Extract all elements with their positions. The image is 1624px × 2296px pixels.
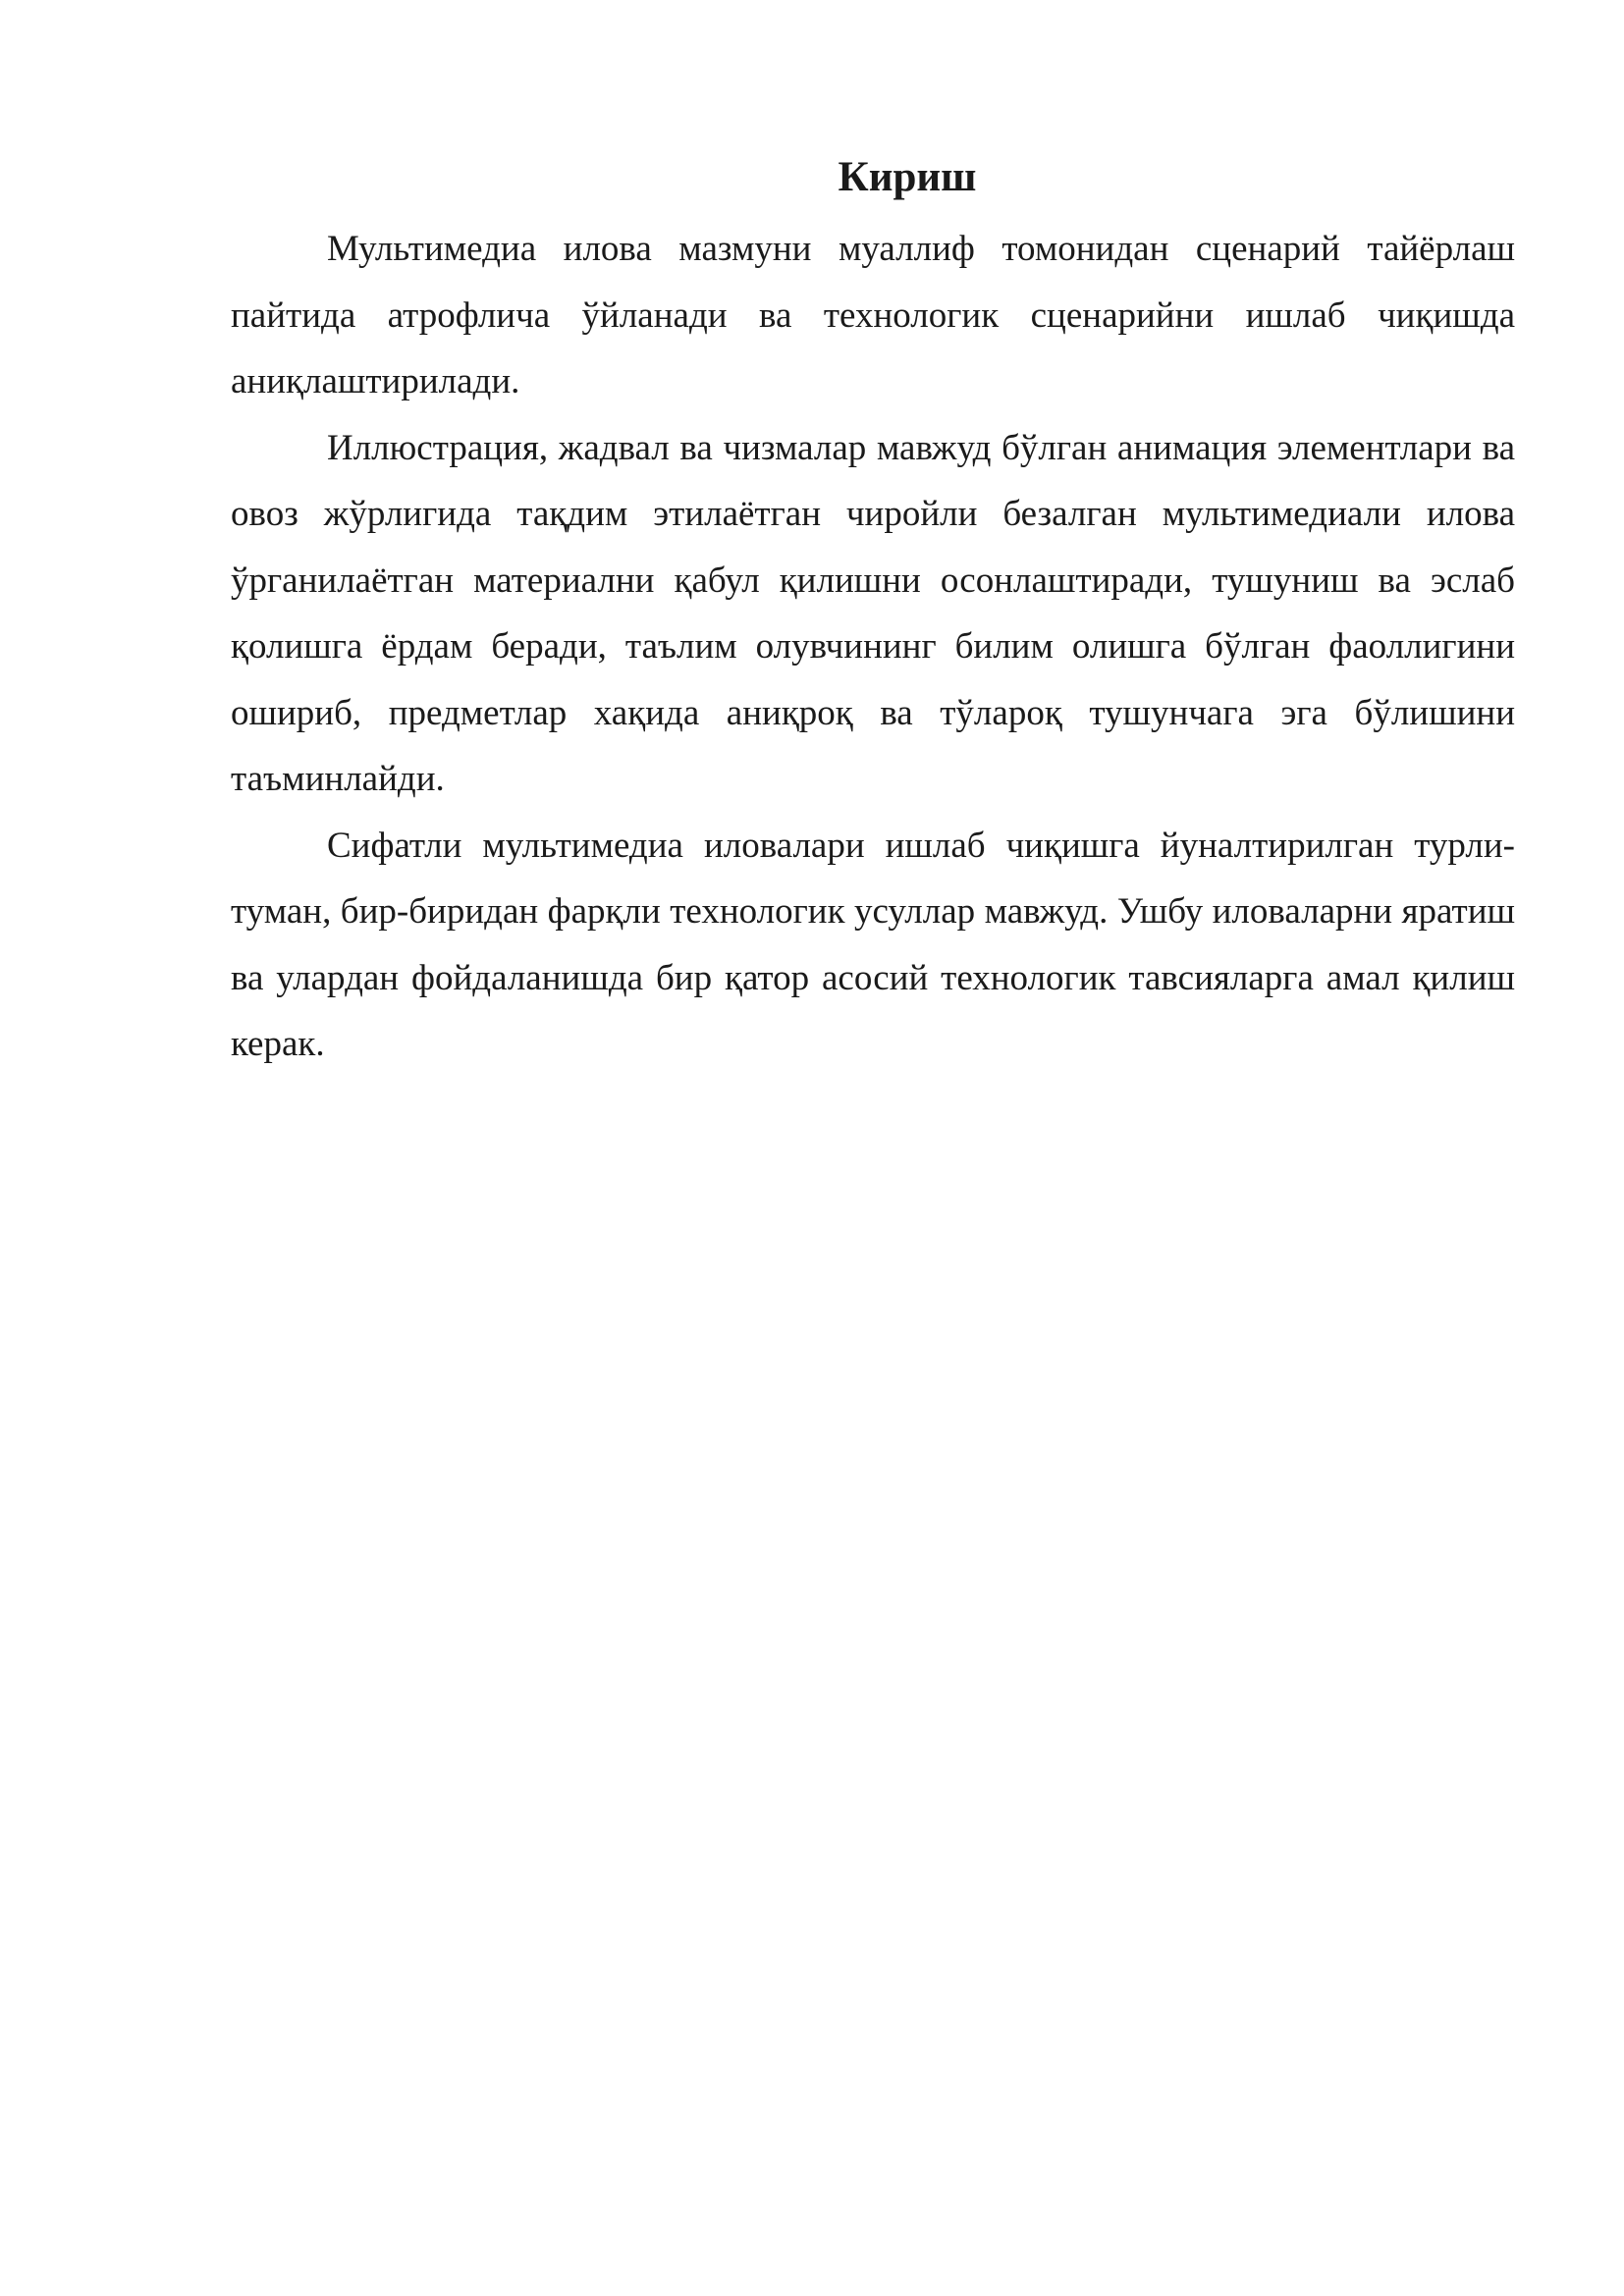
document-body (231, 145, 1515, 1078)
paragraph-1: Мультимедиа илова мазмуни муаллиф томонидан сценарий тайёрлаш пайтида атрофлича ўйланади ва технологик сценарийни ишлаб чиқишда аниқлаштирилади. (231, 229, 1515, 401)
page-title: Кириш (838, 154, 977, 200)
paragraph-3: Сифатли мультимедиа иловалари ишлаб чиқишга йуналтирилган турли-туман, бир-биридан фарқли технологик усуллар мавжуд. Ушбу иловаларни яратиш ва улардан фойдаланишда бир қатор асосий технологик тавсияларга амал қилиш керак. (231, 825, 1515, 1064)
paragraph-2: Иллюстрация, жадвал ва чизмалар мавжуд бўлган анимация элементлари ва овоз жўрлигида тақдим этилаётган чиройли безалган мультимедиали илова ўрганилаётган материални қабул қилишни осонлаштиради, тушуниш ва эслаб қолишга ёрдам беради, таълим олувчининг билим олишга бўлган фаоллигини ошириб, предметлар хақида аниқроқ ва тўлароқ тушунчага эга бўлишини таъминлайди. (231, 427, 1515, 799)
